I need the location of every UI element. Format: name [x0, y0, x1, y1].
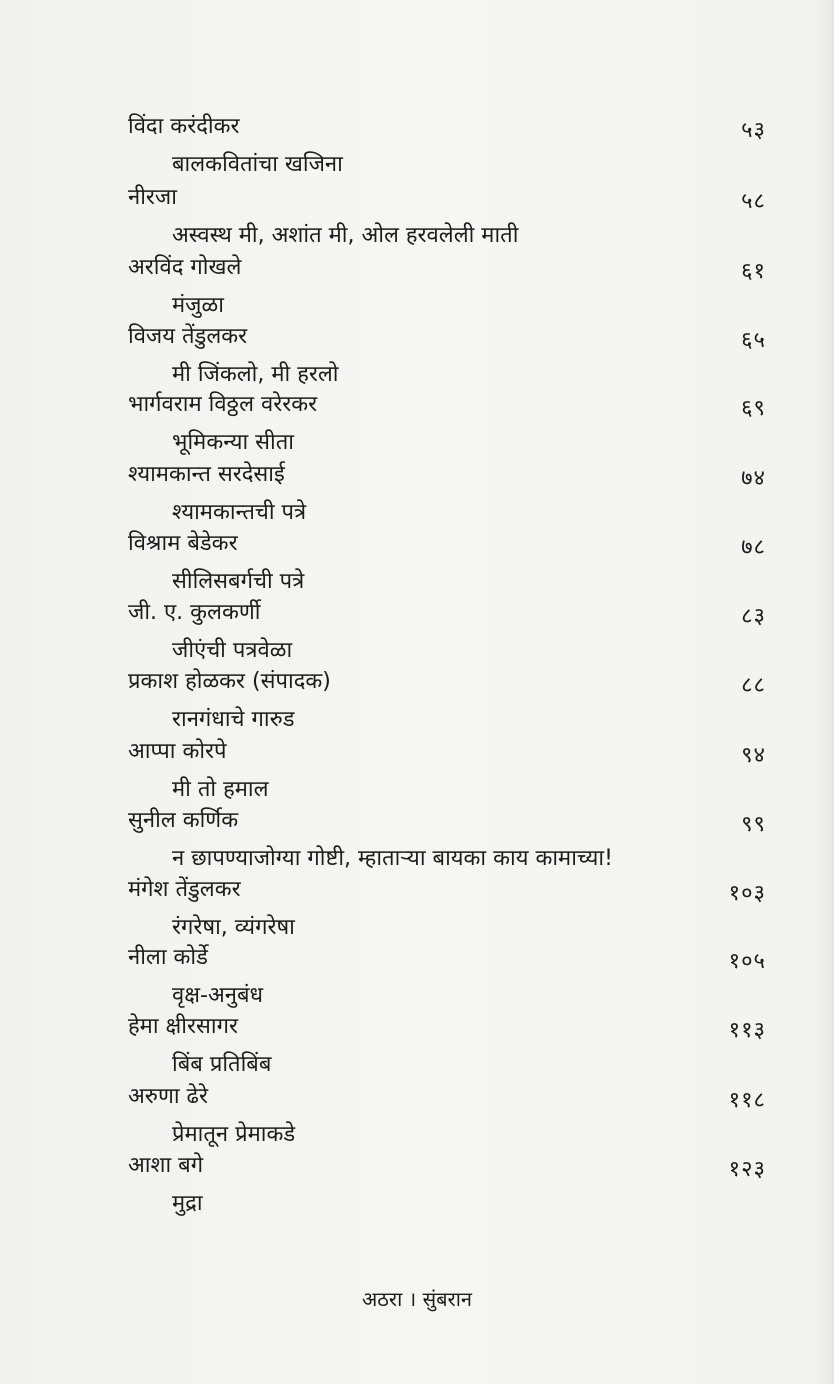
- entry-author: आशा बगे: [128, 1153, 204, 1178]
- entry-title: मी जिंकलो, मी हरलो: [172, 362, 339, 387]
- entry-page-number: ७४: [741, 466, 766, 491]
- entry-title: श्यामकान्तची पत्रे: [172, 500, 307, 525]
- entry-author: जी. ए. कुलकर्णी: [128, 600, 261, 625]
- entry-author: विश्राम बेडेकर: [128, 531, 238, 556]
- entry-title: मंजुळा: [172, 293, 224, 318]
- entry-page-number: ९९: [741, 812, 766, 837]
- entry-author: अरविंद गोखले: [128, 255, 242, 280]
- entry-page-number: ८३: [741, 604, 766, 629]
- toc-entry: [0, 457, 834, 537]
- toc-entry: [0, 1079, 834, 1159]
- entry-title: प्रेमातून प्रेमाकडे: [172, 1122, 296, 1147]
- entry-page-number: ६५: [741, 328, 766, 353]
- entry-page-number: ६९: [741, 396, 766, 421]
- entry-page-number: ८८: [741, 673, 766, 698]
- entry-page-number: ६१: [741, 259, 766, 284]
- entry-author: श्यामकान्त सरदेसाई: [128, 462, 285, 487]
- entry-page-number: ५८: [741, 189, 766, 214]
- entry-page-number: १०५: [728, 949, 766, 974]
- toc-entry: [0, 940, 834, 1020]
- toc-entry: [0, 1148, 834, 1228]
- entry-author: मंगेश तेंडुलकर: [128, 877, 241, 902]
- entry-title: मी तो हमाल: [172, 777, 269, 802]
- entry-title: बिंब प्रतिबिंब: [172, 1052, 272, 1077]
- entry-author: आप्पा कोरपे: [128, 739, 227, 764]
- entry-page-number: ५३: [741, 118, 766, 143]
- entry-title: न छापण्याजोग्या गोष्टी, म्हाताऱ्या बायका काय कामाच्या!: [172, 846, 613, 871]
- entry-title: मुद्रा: [172, 1191, 203, 1216]
- entry-title: सीलिसबर्गची पत्रे: [172, 569, 305, 594]
- entry-title: वृक्ष-अनुबंध: [172, 983, 264, 1008]
- entry-page-number: १२३: [728, 1157, 766, 1182]
- entry-author: अरुणा ढेरे: [128, 1084, 208, 1109]
- toc-entry: [0, 387, 834, 467]
- entry-author: विजय तेंडुलकर: [128, 324, 248, 349]
- entry-page-number: ११८: [728, 1088, 766, 1113]
- entry-author: सुनील कर्णिक: [128, 808, 239, 833]
- entry-author: नीला कोर्डे: [128, 945, 208, 970]
- entry-title: बालकवितांचा खजिना: [172, 152, 343, 177]
- toc-entry: [0, 1009, 834, 1089]
- entry-author: विंदा करंदीकर: [128, 114, 240, 139]
- toc-entry: [0, 595, 834, 675]
- toc-entry: [0, 734, 834, 814]
- toc-entry: [0, 109, 834, 189]
- page-footer: अठरा । सुंबरान: [362, 1287, 472, 1311]
- toc-entry: [0, 664, 834, 744]
- toc-entry: [0, 250, 834, 330]
- toc-entry: [0, 803, 834, 883]
- entry-page-number: ११३: [728, 1018, 766, 1043]
- entry-title: अस्वस्थ मी, अशांत मी, ओल हरवलेली माती: [172, 223, 519, 248]
- entry-title: रानगंधाचे गारुड: [172, 707, 295, 732]
- entry-title: जीएंची पत्रवेळा: [172, 638, 293, 663]
- toc-entry: [0, 180, 834, 260]
- entry-author: हेमा क्षीरसागर: [128, 1014, 238, 1039]
- entry-page-number: ९४: [741, 743, 766, 768]
- entry-title: रंगरेषा, व्यंगरेषा: [172, 915, 295, 940]
- entry-title: भूमिकन्या सीता: [172, 430, 294, 455]
- entry-author: प्रकाश होळकर (संपादक): [128, 669, 331, 694]
- entry-author: भार्गवराम विठ्ठल वरेरकर: [128, 392, 318, 417]
- entry-page-number: १०३: [728, 881, 766, 906]
- toc-entry: [0, 526, 834, 606]
- entry-page-number: ७८: [741, 535, 766, 560]
- entry-author: नीरजा: [128, 185, 177, 210]
